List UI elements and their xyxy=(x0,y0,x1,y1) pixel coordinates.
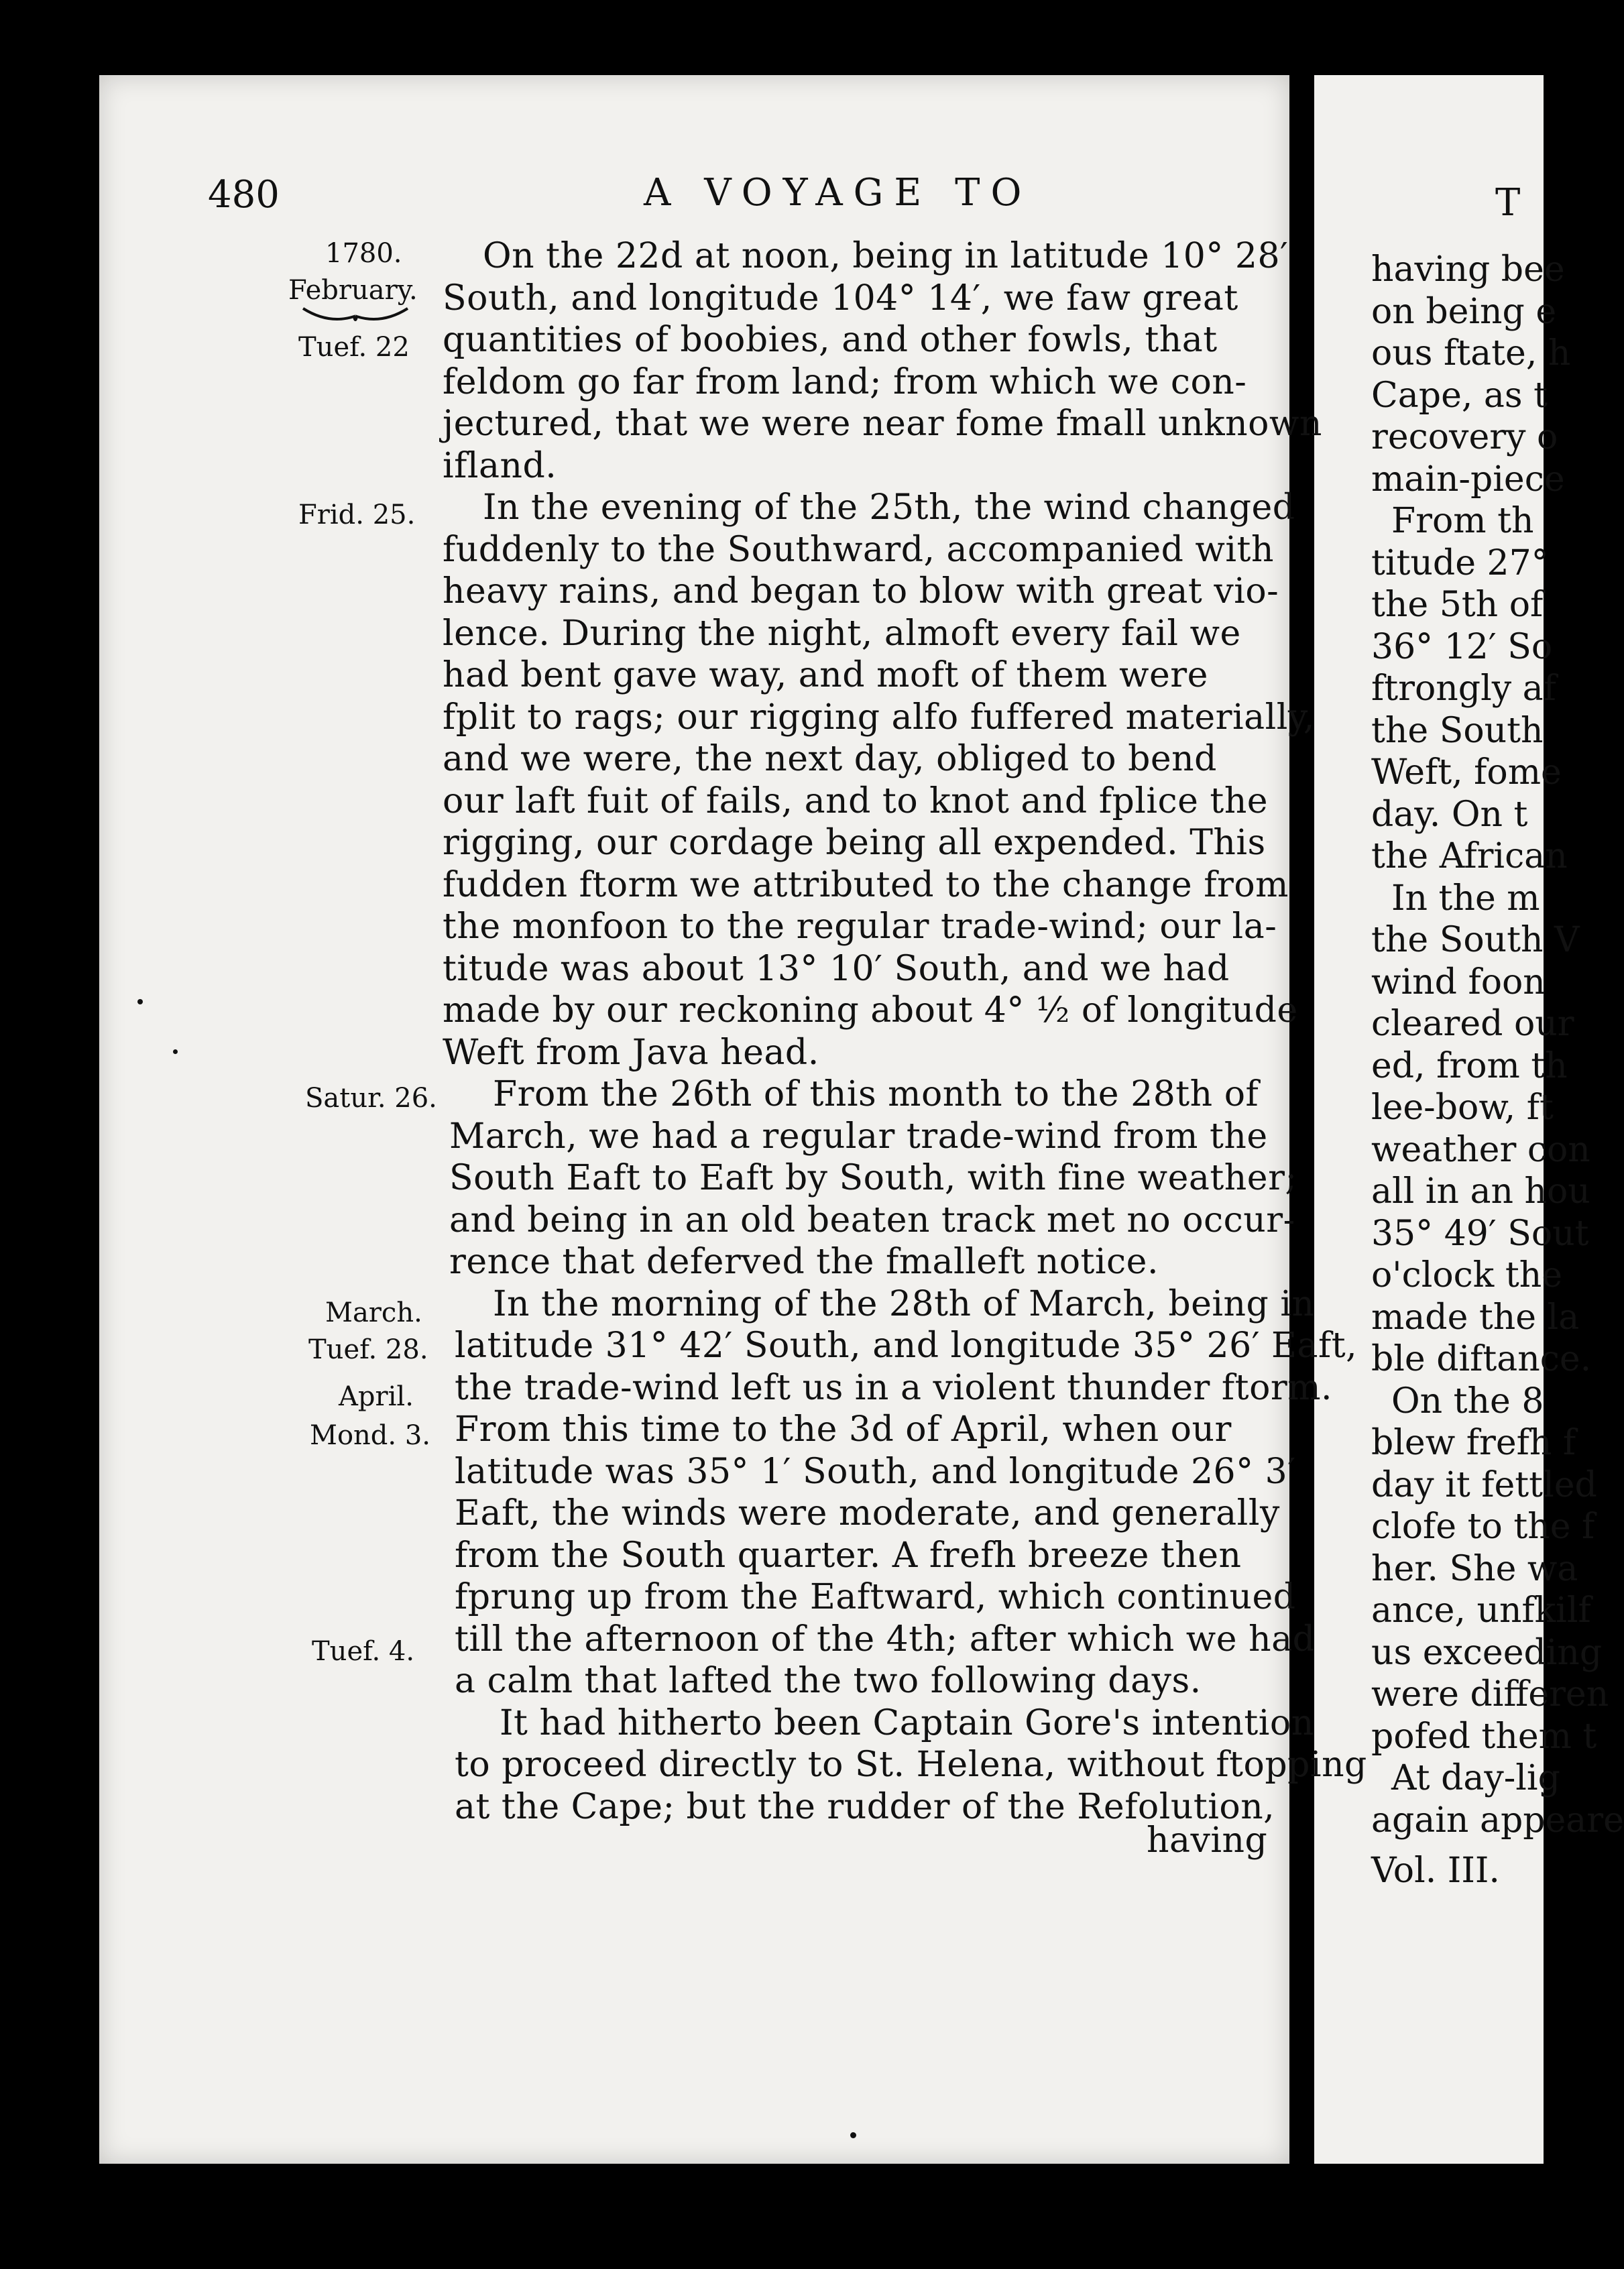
speck xyxy=(137,999,143,1004)
text-line: fuddenly to the Southward, accompanied with xyxy=(443,529,1274,570)
text-line: the monfoon to the regular trade-wind; our la- xyxy=(443,907,1277,947)
text-line: From this time to the 3d of April, when our xyxy=(455,1409,1232,1450)
margin-april: April. xyxy=(339,1381,414,1412)
text-line: made by our reckoning about 4° ½ of longitude xyxy=(443,990,1298,1031)
text-line: Cape, as t xyxy=(1371,375,1548,416)
text-line: the South xyxy=(1371,710,1544,751)
text-line: titude was about 13° 10′ South, and we had xyxy=(443,948,1230,989)
text-line: clofe to the f xyxy=(1371,1507,1595,1547)
text-line: the African xyxy=(1371,836,1568,876)
text-line: the South V xyxy=(1371,920,1580,960)
margin-tues-22: Tuef. 22 xyxy=(298,332,410,363)
text-line: lence. During the night, almoft every fail we xyxy=(443,613,1241,654)
text-line: 35° 49′ Sout xyxy=(1371,1213,1589,1254)
text-line: 36° 12′ So xyxy=(1371,626,1553,667)
margin-satur-26: Satur. 26. xyxy=(305,1083,437,1114)
text-line: the 5th of xyxy=(1371,585,1544,625)
text-line: a calm that lafted the two following days. xyxy=(455,1661,1202,1701)
text-line: her. She wa xyxy=(1371,1548,1578,1589)
text-line: again appeare xyxy=(1371,1800,1624,1841)
text-line: Weft from Java head. xyxy=(443,1032,819,1073)
text-line: In the morning of the 28th of March, being in xyxy=(493,1283,1315,1324)
text-line: fplit to rags; our rigging alfo fuffered materially, xyxy=(443,697,1315,738)
text-line: From the 26th of this month to the 28th of xyxy=(493,1074,1259,1114)
margin-mond-3: Mond. 3. xyxy=(310,1420,430,1451)
text-line: blew frefh f xyxy=(1371,1423,1576,1463)
text-line: made the la xyxy=(1371,1297,1580,1338)
text-line: till the afternoon of the 4th; after which we had xyxy=(455,1619,1316,1660)
margin-month-february: February. xyxy=(288,275,418,306)
speck xyxy=(173,1049,178,1054)
text-line: were differen xyxy=(1371,1674,1609,1714)
margin-frid-25: Frid. 25. xyxy=(298,500,416,530)
margin-brace xyxy=(302,307,409,326)
text-line: lee-bow, ft xyxy=(1371,1088,1554,1128)
running-title: A VOYAGE TO xyxy=(644,171,1033,215)
text-line: March, we had a regular trade-wind from the xyxy=(449,1116,1268,1157)
text-line: weather con xyxy=(1371,1129,1590,1170)
margin-tues-28: Tuef. 28. xyxy=(308,1334,428,1365)
text-line: fudden ftorm we attributed to the change from xyxy=(443,864,1289,905)
text-line: at the Cape; but the rudder of the Refolution, xyxy=(455,1786,1275,1827)
text-line: day it fettled xyxy=(1371,1464,1597,1505)
text-line: ble diftance. xyxy=(1371,1339,1592,1379)
margin-year: 1780. xyxy=(325,238,402,269)
text-line: On the 8 xyxy=(1391,1381,1544,1421)
text-line: recovery o xyxy=(1371,417,1558,457)
text-line: to proceed directly to St. Helena, without ftopping xyxy=(455,1745,1367,1785)
text-line: titude 27° xyxy=(1371,542,1549,583)
text-line: and we were, the next day, obliged to bend xyxy=(443,739,1217,779)
text-line: latitude was 35° 1′ South, and longitude 26° 3′ xyxy=(455,1451,1296,1492)
text-line: It had hitherto been Captain Gore's intention xyxy=(500,1702,1314,1743)
text-line: the trade-wind left us in a violent thunder ftorm. xyxy=(455,1367,1333,1408)
text-line: South, and longitude 104° 14′, we faw great xyxy=(443,278,1238,318)
text-line: pofed them t xyxy=(1371,1716,1597,1757)
text-line: rigging, our cordage being all expended. This xyxy=(443,823,1266,863)
text-line: from the South quarter. A frefh breeze then xyxy=(455,1535,1242,1576)
margin-tues-4: Tuef. 4. xyxy=(312,1636,415,1667)
text-line: o'clock the xyxy=(1371,1255,1562,1295)
catchword: having xyxy=(1147,1820,1268,1861)
text-line: us exceeding xyxy=(1371,1632,1603,1673)
text-line: Weft, fome xyxy=(1371,752,1562,793)
text-line: cleared our xyxy=(1371,1004,1574,1044)
signature-mark: Vol. III. xyxy=(1371,1851,1500,1891)
text-line: In the evening of the 25th, the wind changed xyxy=(483,487,1295,528)
text-line: quantities of boobies, and other fowls, that xyxy=(443,320,1218,360)
speck xyxy=(850,2132,856,2138)
text-line: main-piece xyxy=(1371,459,1565,500)
text-line: wind foon xyxy=(1371,962,1546,1002)
text-line: At day-lig xyxy=(1391,1758,1560,1798)
text-line: day. On t xyxy=(1371,794,1528,835)
text-line: ifland. xyxy=(443,445,557,486)
text-line: ance, unfkilf xyxy=(1371,1590,1591,1631)
text-line: latitude 31° 42′ South, and longitude 35° 26′ Eaft, xyxy=(455,1326,1358,1366)
text-line: all in an hou xyxy=(1371,1171,1590,1212)
text-line: our laft fuit of fails, and to knot and fplice the xyxy=(443,780,1269,821)
text-line: jectured, that we were near fome fmall unknown xyxy=(443,404,1322,444)
text-line: On the 22d at noon, being in latitude 10° 28′ xyxy=(483,236,1289,276)
text-line: ftrongly af xyxy=(1371,668,1556,709)
text-line: From th xyxy=(1391,501,1534,541)
text-line: feldom go far from land; from which we con- xyxy=(443,361,1247,402)
text-line: heavy rains, and began to blow with great vio- xyxy=(443,571,1279,612)
page-number: 480 xyxy=(208,173,280,217)
text-line: had bent gave way, and moft of them were xyxy=(443,655,1208,695)
margin-march: March. xyxy=(325,1297,422,1328)
text-line: ed, from th xyxy=(1371,1045,1568,1086)
text-line: having bee xyxy=(1371,249,1565,290)
right-header-fragment: T xyxy=(1495,181,1521,225)
text-line: In the m xyxy=(1391,878,1540,919)
text-line: rence that deferved the fmalleft notice. xyxy=(449,1242,1159,1282)
text-line: fprung up from the Eaftward, which continued xyxy=(455,1577,1296,1617)
text-line: on being e xyxy=(1371,291,1557,332)
text-line: Eaft, the winds were moderate, and generally xyxy=(455,1493,1280,1533)
text-line: and being in an old beaten track met no occur- xyxy=(449,1200,1295,1240)
text-line: ous ftate, h xyxy=(1371,333,1571,373)
text-line: South Eaft to Eaft by South, with fine weather; xyxy=(449,1158,1297,1198)
